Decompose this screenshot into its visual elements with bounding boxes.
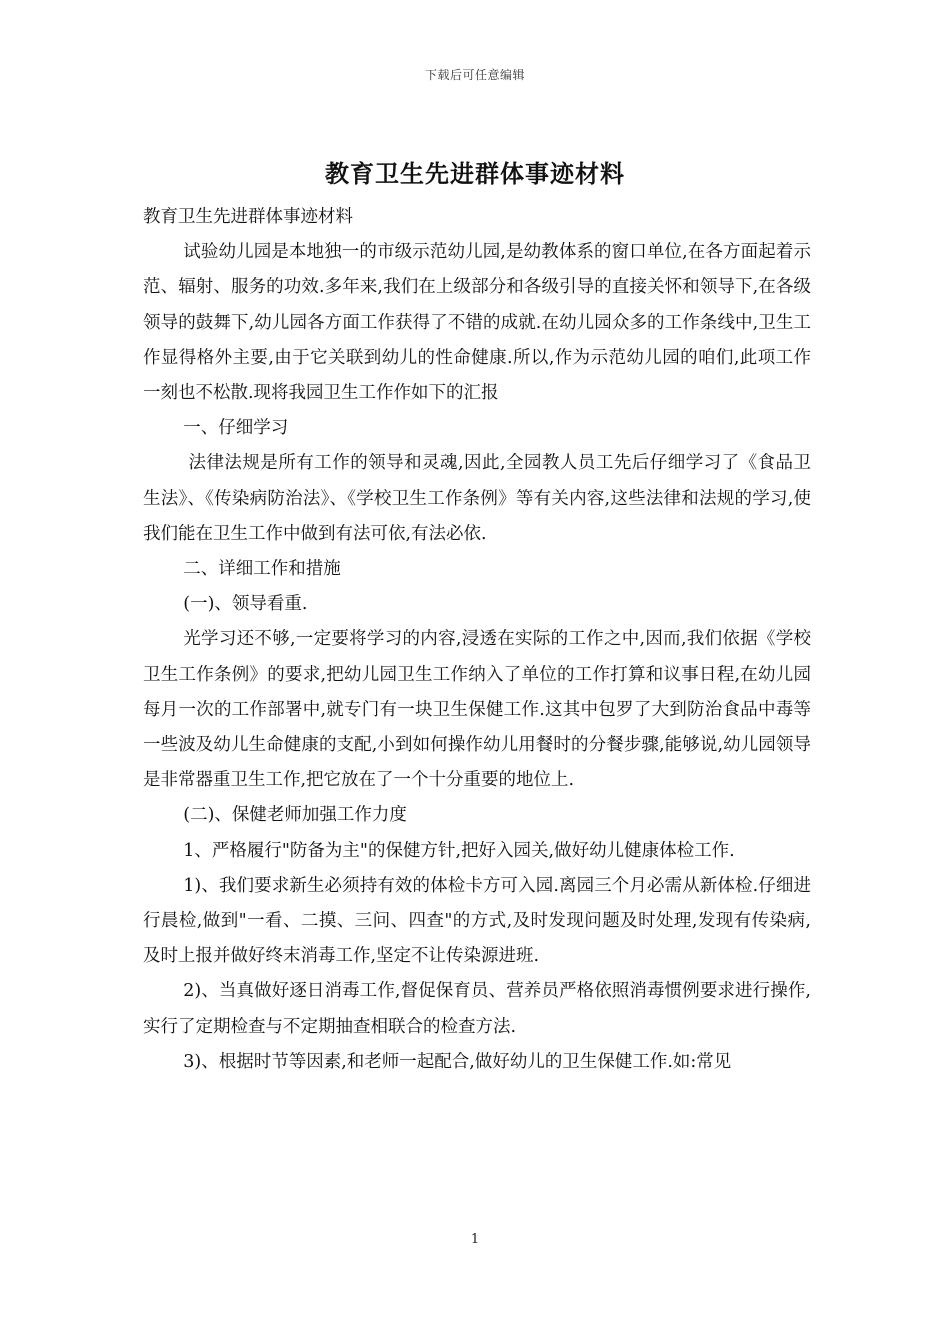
subsection-heading-leadership: (一)、领导看重. <box>183 594 308 615</box>
intro-paragraph: 试验幼儿园是本地独一的市级示范幼儿园,是幼教体系的窗口单位,在各方面起着示范、辐射、服务的功效.多年来,我们在上级部分和各级引导的直接关怀和领导下,在各级领导的鼓舞下,幼儿园各方面工作获得了不错的成就.在幼儿园众多的工作条线中,卫生工作显得格外主要,由于它关联到幼儿的性命健康.所以,作为示范幼儿园的咱们,此项工作一刻也不松散.现将我园卫生工作作如下的汇报 <box>143 242 811 404</box>
subtitle-paragraph: 教育卫生先进群体事迹材料 <box>143 207 353 227</box>
subsection-heading-health-teacher: (二)、保健老师加强工作力度 <box>183 805 407 826</box>
section-heading-measures: 二、详细工作和措施 <box>183 559 341 580</box>
page-title: 教育卫生先进群体事迹材料 <box>325 159 625 188</box>
section-heading-study: 一、仔细学习 <box>183 418 289 439</box>
item-1-2-paragraph: 2)、当真做好逐日消毒工作,督促保育员、营养员严格依照消毒惯例要求进行操作,实行了定期检查与不定期抽查相联合的检查方法. <box>143 981 811 1037</box>
document-body <box>143 200 811 1080</box>
study-paragraph: 法律法规是所有工作的领导和灵魂,因此,全园教人员工先后仔细学习了《食品卫生法》、《传染病防治法》、《学校卫生工作条例》等有关内容,这些法律和法规的学习,使我们能在卫生工作中做到有法可依,有法必依. <box>143 453 811 544</box>
item-1-paragraph: 1、严格履行"防备为主"的保健方针,把好入园关,做好幼儿健康体检工作. <box>183 840 735 861</box>
item-1-3-paragraph: 3)、根据时节等因素,和老师一起配合,做好幼儿的卫生保健工作.如:常见 <box>183 1051 732 1072</box>
leadership-paragraph: 光学习还不够,一定要将学习的内容,浸透在实际的工作之中,因而,我们依据《学校卫生工作条例》的要求,把幼儿园卫生工作纳入了单位的工作打算和议事日程,在幼儿园每月一次的工作部署中,就专门有一块卫生保健工作.这其中包罗了大到防治食品中毒等一些波及幼儿生命健康的支配,小到如何操作幼儿用餐时的分餐步骤,能够说,幼儿园领导是非常器重卫生工作,把它放在了一个十分重要的地位上. <box>143 629 811 791</box>
header-note: 下载后可任意编辑 <box>424 68 525 82</box>
item-1-1-paragraph: 1)、我们要求新生必须持有效的体检卡方可入园.离园三个月必需从新体检.仔细进行晨检,做到"一看、二摸、三问、四查"的方式,及时发现问题及时处理,发现有传染病,及时上报并做好终末消毒工作,坚定不让传染源进班. <box>143 875 811 967</box>
page-number: 1 <box>470 1232 480 1247</box>
